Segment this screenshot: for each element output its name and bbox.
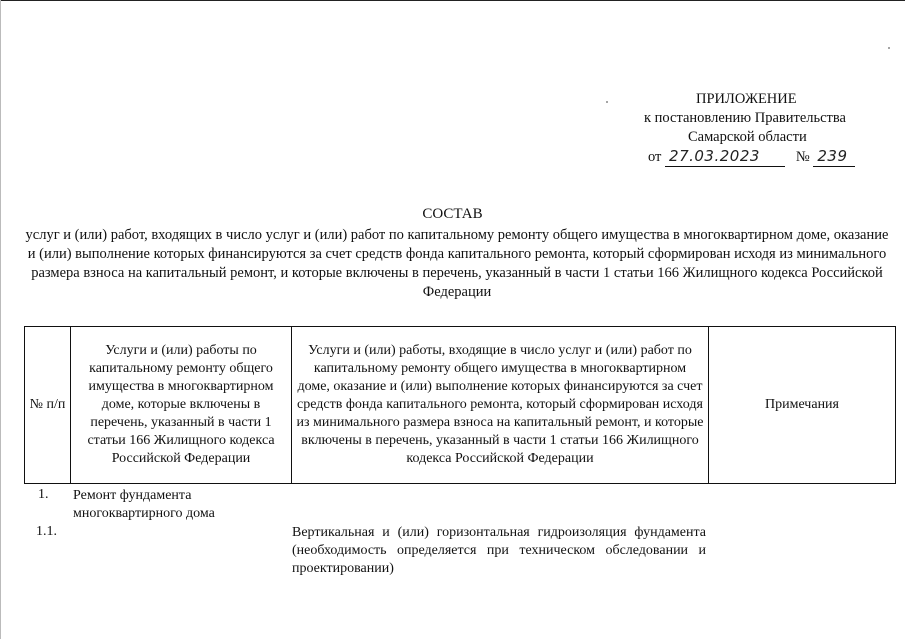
document-subtitle: услуг и (или) работ, входящих в число услуг и (или) работ по капитальному ремонту общего имущества в многоквартирном доме, оказание и (или) выполнение которых финансируются за счет средств фонда капитального ремонта, который сформирован исходя из минимального размера взноса на капитальный ремонт, и которые включены в перечень, указанный в части 1 статьи 166 Жилищного кодекса Российской Федерации	[25, 227, 889, 300]
row-service-text: Ремонт фундамента многоквартирного дома	[73, 488, 215, 521]
scan-speck	[606, 101, 608, 103]
handwritten-date: 27.03.2023	[665, 147, 785, 167]
appendix-title: ПРИЛОЖЕНИЕ	[696, 91, 797, 107]
page-left-edge	[0, 0, 1, 639]
number-prefix: №	[795, 149, 810, 165]
handwritten-number: 239	[813, 147, 855, 167]
header-cell-services: Услуги и (или) работы по капитальному ремонту общего имущества в многоквартирном доме, которые включены в перечень, указанный в части 1 статьи 166 Жилищного кодекса Российской Федерации	[71, 327, 292, 484]
scan-speck	[888, 47, 890, 49]
row-number: 1.	[38, 487, 49, 502]
date-prefix: от	[648, 149, 662, 165]
appendix-region-line: Самарской области	[688, 129, 807, 145]
header-cell-works: Услуги и (или) работы, входящие в число услуг и (или) работ по капитальному ремонту общего имущества в многоквартирном доме, оказание и (или) выполнение которых финансируются за счет средств фонда капитального ремонта, который сформирован исходя из минимального размера взноса на капитальный ремонт, и которые включены в перечень, указанный в части 1 статьи 166 Жилищного кодекса Российской Федерации	[292, 327, 709, 484]
services-table	[24, 326, 896, 484]
row-work-text: Вертикальная и (или) горизонтальная гидроизоляция фундамента (необходимость определяется при техническом обследовании и проектировании)	[292, 525, 706, 576]
header-cell-number: № п/п	[25, 327, 71, 484]
appendix-resolution-line: к постановлению Правительства	[644, 110, 846, 126]
header-cell-notes: Примечания	[709, 327, 896, 484]
table-header-row	[25, 327, 896, 484]
document-title: СОСТАВ	[422, 206, 483, 222]
page-top-border	[0, 0, 905, 1]
appendix-date-number-line	[648, 147, 855, 167]
row-number: 1.1.	[36, 524, 57, 539]
